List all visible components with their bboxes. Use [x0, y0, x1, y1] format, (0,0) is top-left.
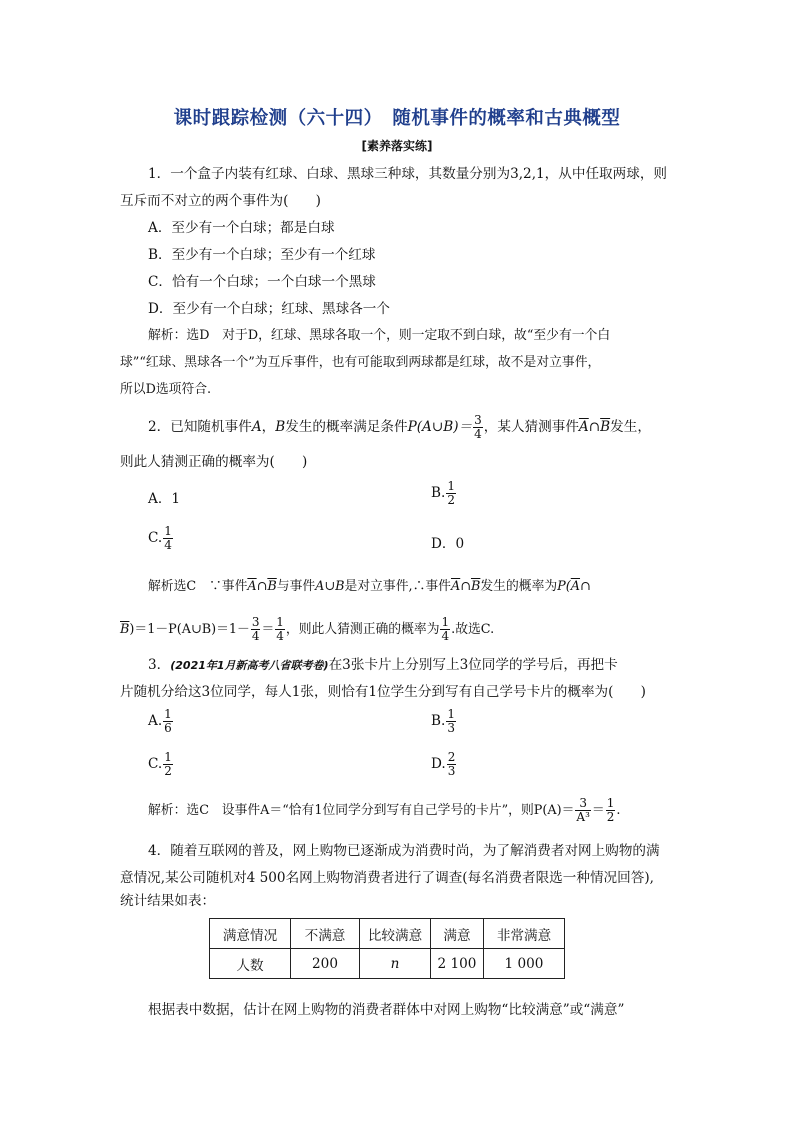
q2-an-frac3-den: 4	[441, 629, 450, 643]
q4-line3: 统计结果如表：	[120, 893, 216, 909]
q2-analysis-b: 与事件	[276, 579, 316, 594]
q3-option-b-den: 3	[447, 721, 455, 735]
table-cell: n	[360, 949, 431, 979]
q2-an-not-b3: $\overline{B}$	[120, 622, 130, 637]
q3-option-d	[431, 751, 457, 778]
q1-option-d: D．至少有一个白球；红球、黑球各一个	[148, 301, 390, 317]
q3-an-num: 3	[575, 797, 590, 811]
q2-analysis-line2-a: )＝1－P(A∪B)＝1－	[129, 622, 250, 637]
q2-an-not-a: $\overline{A}$	[247, 579, 257, 594]
q2-an-cap: ∩	[256, 579, 268, 594]
q2-stem-line1	[148, 414, 708, 441]
q2-not-a: $\overline{A}$	[578, 419, 589, 435]
q2-stem-b: 发生的概率满足条件	[285, 419, 408, 435]
q1-stem-line1: 1．一个盒子内装有红球、白球、黑球三种球，其数量分别为3,2,1，从中任取两球，则	[148, 166, 668, 182]
q2-analysis-line2-d: .故选C.	[451, 622, 495, 637]
q3-option-b-num: 1	[447, 707, 455, 721]
q2-stem-line2: 则此人猜测正确的概率为( )	[120, 454, 308, 470]
q2-prob-union: P(A∪B)＝	[407, 419, 473, 435]
q2-an-frac3-num: 1	[441, 615, 450, 629]
q2-option-b-den: 2	[447, 493, 455, 507]
q3-option-c-den: 2	[164, 764, 172, 778]
q2-option-c-den: 4	[164, 538, 172, 552]
q2-an-not-a2: $\overline{A}$	[450, 579, 461, 594]
q3-an-num2: 1	[606, 796, 615, 810]
table-header-cell: 满意	[431, 919, 484, 949]
table-header-row	[210, 919, 565, 949]
q2-analysis-d: 发生的概率为	[480, 579, 558, 594]
q3-analysis-frac1	[575, 797, 590, 824]
q2-an-frac1-den: 4	[251, 629, 260, 643]
q2-analysis-c: 是对立事件,∴事件	[344, 579, 451, 594]
q1-stem-line2: 互斥而不对立的两个事件为( )	[120, 193, 321, 209]
table-cell: 人数	[210, 949, 291, 979]
q2-not-b: $\overline{B}$	[600, 419, 611, 435]
q3-stem-line2: 片随机分给这3位同学，每人1张，则恰有1位学生分到写有自己学号卡片的概率为( )	[120, 684, 646, 700]
q2-an-frac2-den: 4	[276, 629, 284, 643]
q2-cap: ∩	[588, 419, 601, 435]
table-row	[210, 949, 565, 979]
q2-an-frac1-num: 3	[251, 615, 260, 629]
q2-an-not-a3: $\overline{A}$	[570, 579, 581, 594]
q3-option-a-den: 6	[164, 721, 172, 735]
q3-option-b-frac	[446, 708, 456, 735]
q3-option-c-num: 1	[164, 750, 172, 764]
q2-an-not-b2: $\overline{B}$	[470, 579, 481, 594]
q3-option-b	[431, 708, 457, 735]
q3-option-c	[148, 751, 174, 778]
q4-line1: 4．随着互联网的普及，网上购物已逐渐成为消费时尚，为了解消费者对网上购物的满	[148, 843, 660, 859]
q1-analysis-line1: 解析：选D 对于D，红球、黑球各取一个，则一定取不到白球，故“至少有一个白	[148, 328, 611, 343]
table-cell: 2 100	[431, 949, 484, 979]
q2-frac-den: 4	[474, 427, 482, 441]
q2-stem-c: ，某人猜测事件	[483, 419, 579, 435]
q3-number: 3．	[148, 657, 171, 673]
q2-analysis-line1	[148, 577, 708, 597]
satisfaction-table	[209, 918, 565, 979]
q3-analysis	[148, 797, 708, 824]
q1-option-b: B．至少有一个白球；至少有一个红球	[148, 247, 376, 263]
q2-option-c-num: 1	[164, 524, 172, 538]
q3-option-d-num: 2	[447, 750, 456, 764]
q3-an-end: .	[616, 803, 621, 818]
q2-an-frac2-num: 1	[276, 615, 284, 629]
q1-option-c: C．恰有一个白球；一个白球一个黑球	[148, 274, 376, 290]
q3-option-b-label: B.	[431, 713, 446, 729]
table-header-cell: 比较满意	[360, 919, 431, 949]
q1-analysis-line3: 所以D选项符合.	[120, 382, 212, 397]
q2-an-frac3	[440, 616, 450, 643]
q2-frac-num: 3	[474, 413, 482, 427]
q2-an-not-b: $\overline{B}$	[267, 579, 277, 594]
q2-fraction	[473, 414, 483, 441]
q2-comma: ，	[261, 419, 276, 435]
q3-option-d-den: 3	[447, 764, 456, 778]
q2-option-b	[431, 480, 457, 507]
q2-option-d: D．0	[431, 536, 465, 552]
q3-option-a-frac	[163, 708, 173, 735]
table-header-cell: 不满意	[291, 919, 360, 949]
q2-analysis-line2-c: ，则此人猜测正确的概率为	[285, 622, 440, 637]
table-cell: 1 000	[484, 949, 565, 979]
q3-analysis-a: 解析：选C 设事件A＝“恰有1位同学分到写有自己学号的卡片”，则P(A)＝	[148, 803, 575, 818]
q3-an-eq: ＝	[591, 803, 605, 818]
q2-an-union: A∪B	[315, 579, 345, 594]
q4-line2: 意情况,某公司随机对4 500名网上购物消费者进行了调查(每名消费者限选一种情况回答),	[120, 870, 654, 886]
table-cell: 200	[291, 949, 360, 979]
table-header-cell: 非常满意	[484, 919, 565, 949]
section-subtitle: [素养落实练]	[361, 139, 433, 153]
q3-option-a-label: A.	[148, 713, 163, 729]
q2-analysis-line2-b: ＝	[261, 622, 275, 637]
q2-option-c-frac	[163, 525, 173, 552]
q2-an-cap2: ∩	[460, 579, 471, 594]
q2-option-b-num: 1	[447, 479, 455, 493]
page-title: 课时跟踪检测（六十四） 随机事件的概率和古典概型	[173, 108, 621, 129]
q3-stem-line1	[148, 655, 708, 676]
q3-option-c-label: C.	[148, 756, 163, 772]
q3-an-den2: 2	[606, 810, 615, 824]
q2-option-a: A．1	[148, 491, 181, 507]
q2-an-cap3: ∩	[580, 579, 591, 594]
q3-source: (2021年1月新高考八省联考卷)	[170, 659, 329, 672]
q1-analysis-line2: 球”“红球、黑球各一个”为互斥事件，也有可能取到两球都是红球，故不是对立事件，	[120, 355, 601, 370]
q2-stem-a: 2．已知随机事件	[148, 419, 252, 435]
q2-an-frac1	[251, 616, 261, 643]
q3-option-c-frac	[163, 751, 173, 778]
q2-an-frac2	[275, 616, 285, 643]
q3-option-d-label: D.	[431, 756, 446, 772]
q3-an-den: A³	[576, 810, 590, 824]
q3-option-a	[148, 708, 174, 735]
q2-analysis-line2	[120, 616, 680, 643]
q2-var-b: B	[275, 419, 286, 435]
q2-stem-d: 发生，	[610, 419, 651, 435]
q2-an-p-open: P(	[557, 579, 571, 594]
q3-option-a-num: 1	[164, 707, 172, 721]
q1-option-a: A．至少有一个白球；都是白球	[148, 220, 335, 236]
table-header-cell: 满意情况	[210, 919, 291, 949]
q3-stem-a: 在3张卡片上分别写上3位同学的学号后，再把卡	[328, 657, 618, 673]
q3-option-d-frac	[447, 751, 457, 778]
q2-analysis-a: 解析选C ∵事件	[148, 579, 248, 594]
q2-option-b-label: B.	[431, 485, 446, 501]
q3-analysis-frac2	[606, 797, 616, 824]
q2-var-a: A	[251, 419, 262, 435]
q2-option-b-frac	[446, 480, 456, 507]
q4-line4: 根据表中数据，估计在网上购物的消费者群体中对网上购物“比较满意”或“满意”	[148, 1002, 625, 1018]
q2-option-c	[148, 525, 174, 552]
q2-option-c-label: C.	[148, 530, 163, 546]
